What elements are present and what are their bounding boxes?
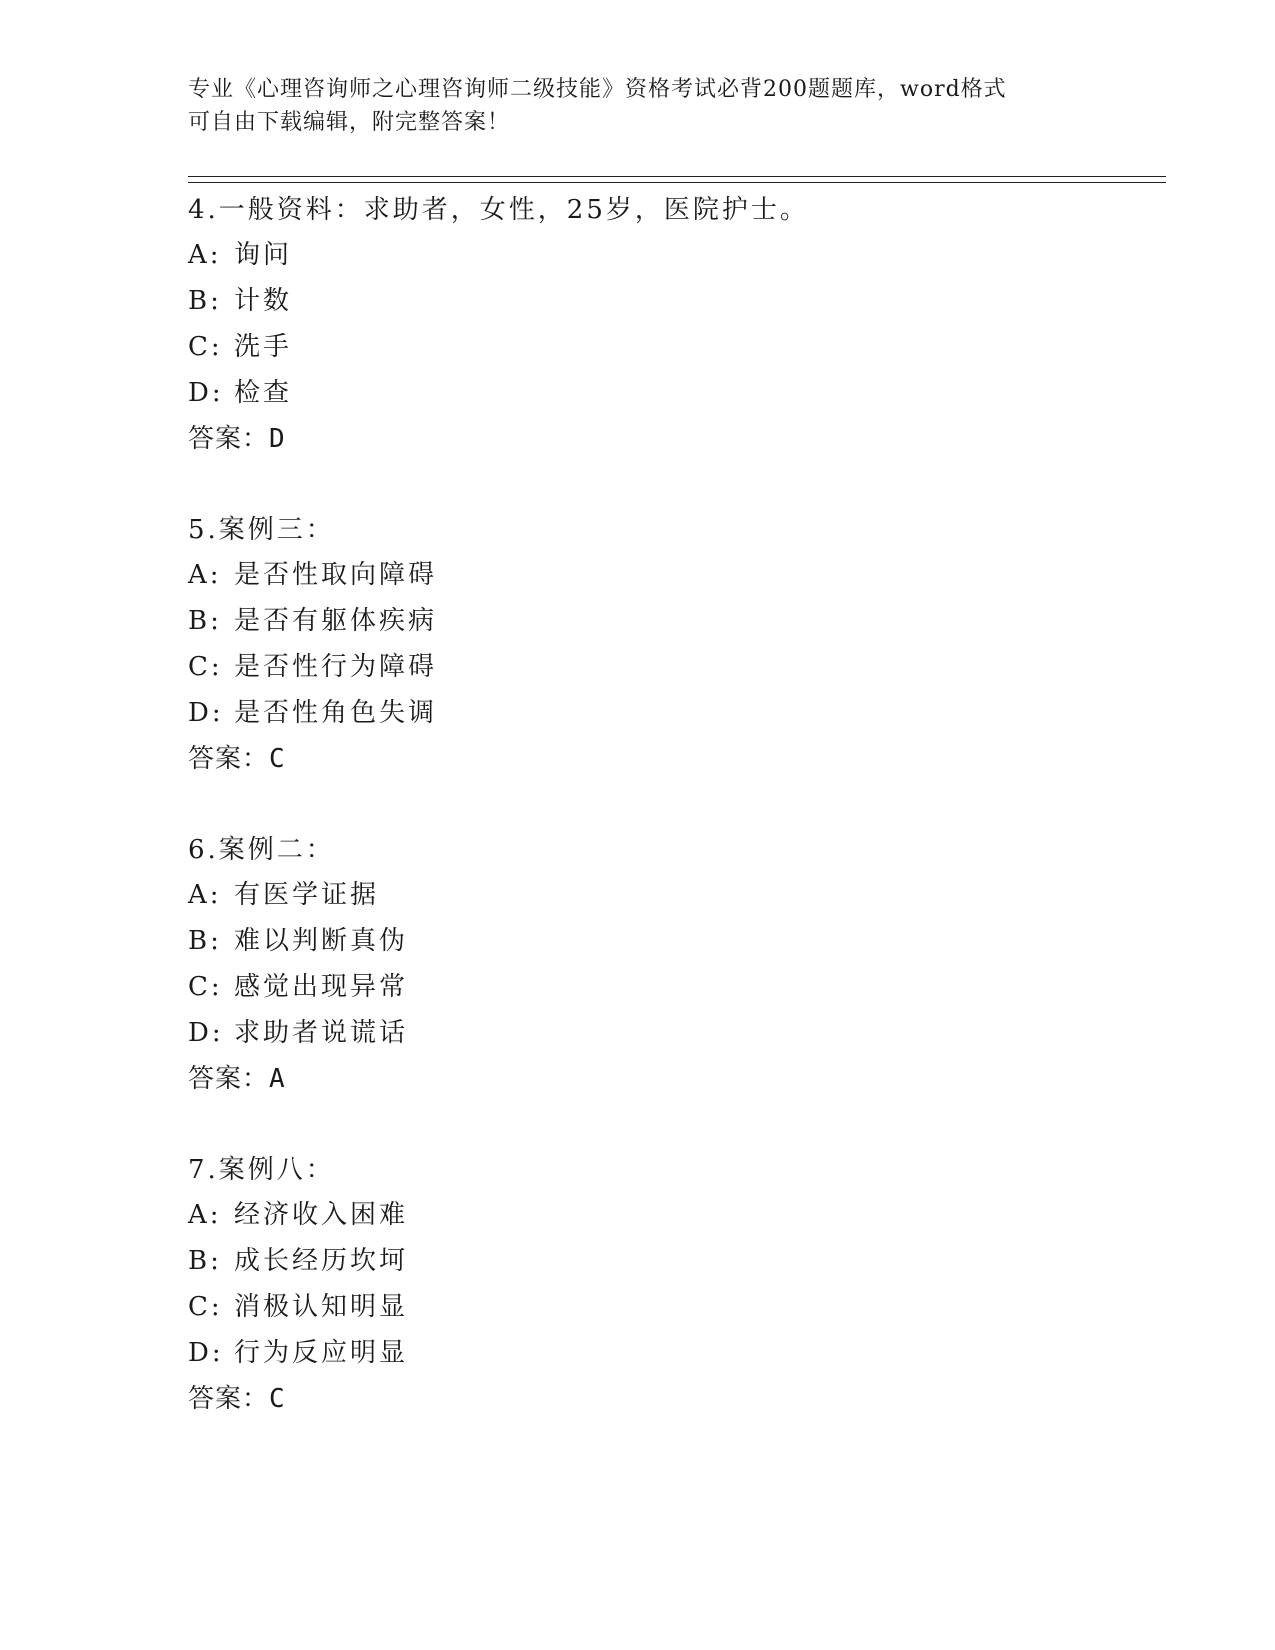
answer-value: A [269,1064,286,1094]
question-stem: 7.案例八： [188,1155,335,1185]
option-letter: A: [188,240,222,270]
header-divider-top [188,176,1166,177]
answer-value: D [269,424,286,454]
option-letter: B: [188,926,222,956]
option-text: 经济收入困难 [234,1200,409,1230]
option-text: 计数 [234,286,293,316]
question-stem: 5.案例三： [188,515,335,545]
option-a [188,555,437,595]
header-line-2: 可自由下载编辑，附完整答案！ [188,110,511,135]
option-text: 消极认知明显 [234,1292,409,1322]
answer-label: 答案： [188,1064,270,1094]
answer-value: C [269,1384,286,1414]
option-d [188,373,292,413]
option-letter: D: [188,1338,224,1368]
option-letter: C: [188,652,223,682]
option-text: 成长经历坎坷 [234,1246,409,1276]
question-item [188,190,1148,510]
option-d [188,693,437,733]
header-line-1: 专业《心理咨询师之心理咨询师二级技能》资格考试必背200题题库，word格式 [188,77,1007,102]
option-text: 检查 [234,378,293,408]
option-letter: B: [188,606,222,636]
answer-value: C [269,744,286,774]
option-letter: D: [188,1018,224,1048]
option-a [188,235,292,275]
option-text: 难以判断真伪 [234,926,409,956]
option-letter: B: [188,1246,222,1276]
question-item [188,1150,1148,1470]
question-stem: 6.案例二： [188,835,335,865]
answer-line [188,1379,286,1419]
question-item [188,830,1148,1150]
option-letter: A: [188,1200,222,1230]
option-b [188,1241,408,1281]
option-letter: C: [188,1292,223,1322]
option-text: 询问 [234,240,293,270]
option-b [188,601,437,641]
option-letter: C: [188,332,223,362]
option-text: 有医学证据 [234,880,380,910]
option-letter: A: [188,880,222,910]
answer-line [188,419,286,459]
option-d [188,1013,408,1053]
question-item [188,510,1148,830]
option-c [188,967,408,1007]
answer-label: 答案： [188,744,270,774]
option-c [188,327,292,367]
answer-label: 答案： [188,1384,270,1414]
option-text: 是否有躯体疾病 [234,606,438,636]
option-letter: C: [188,972,223,1002]
answer-line [188,739,286,779]
option-text: 是否性取向障碍 [234,560,438,590]
document-header [188,73,1088,139]
option-letter: D: [188,698,224,728]
option-text: 行为反应明显 [234,1338,409,1368]
option-a [188,875,379,915]
option-c [188,647,437,687]
option-c [188,1287,408,1327]
option-letter: B: [188,286,222,316]
option-text: 感觉出现异常 [234,972,409,1002]
answer-line [188,1059,286,1099]
option-b [188,921,408,961]
option-text: 是否性行为障碍 [234,652,438,682]
question-list [188,190,1148,1470]
option-a [188,1195,408,1235]
header-divider-bottom [188,182,1166,183]
answer-label: 答案： [188,424,270,454]
option-text: 是否性角色失调 [234,698,438,728]
option-text: 洗手 [234,332,293,362]
question-stem: 4.一般资料：求助者，女性，25岁，医院护士。 [188,195,809,225]
option-letter: D: [188,378,224,408]
option-letter: A: [188,560,222,590]
option-d [188,1333,408,1373]
option-b [188,281,292,321]
option-text: 求助者说谎话 [234,1018,409,1048]
